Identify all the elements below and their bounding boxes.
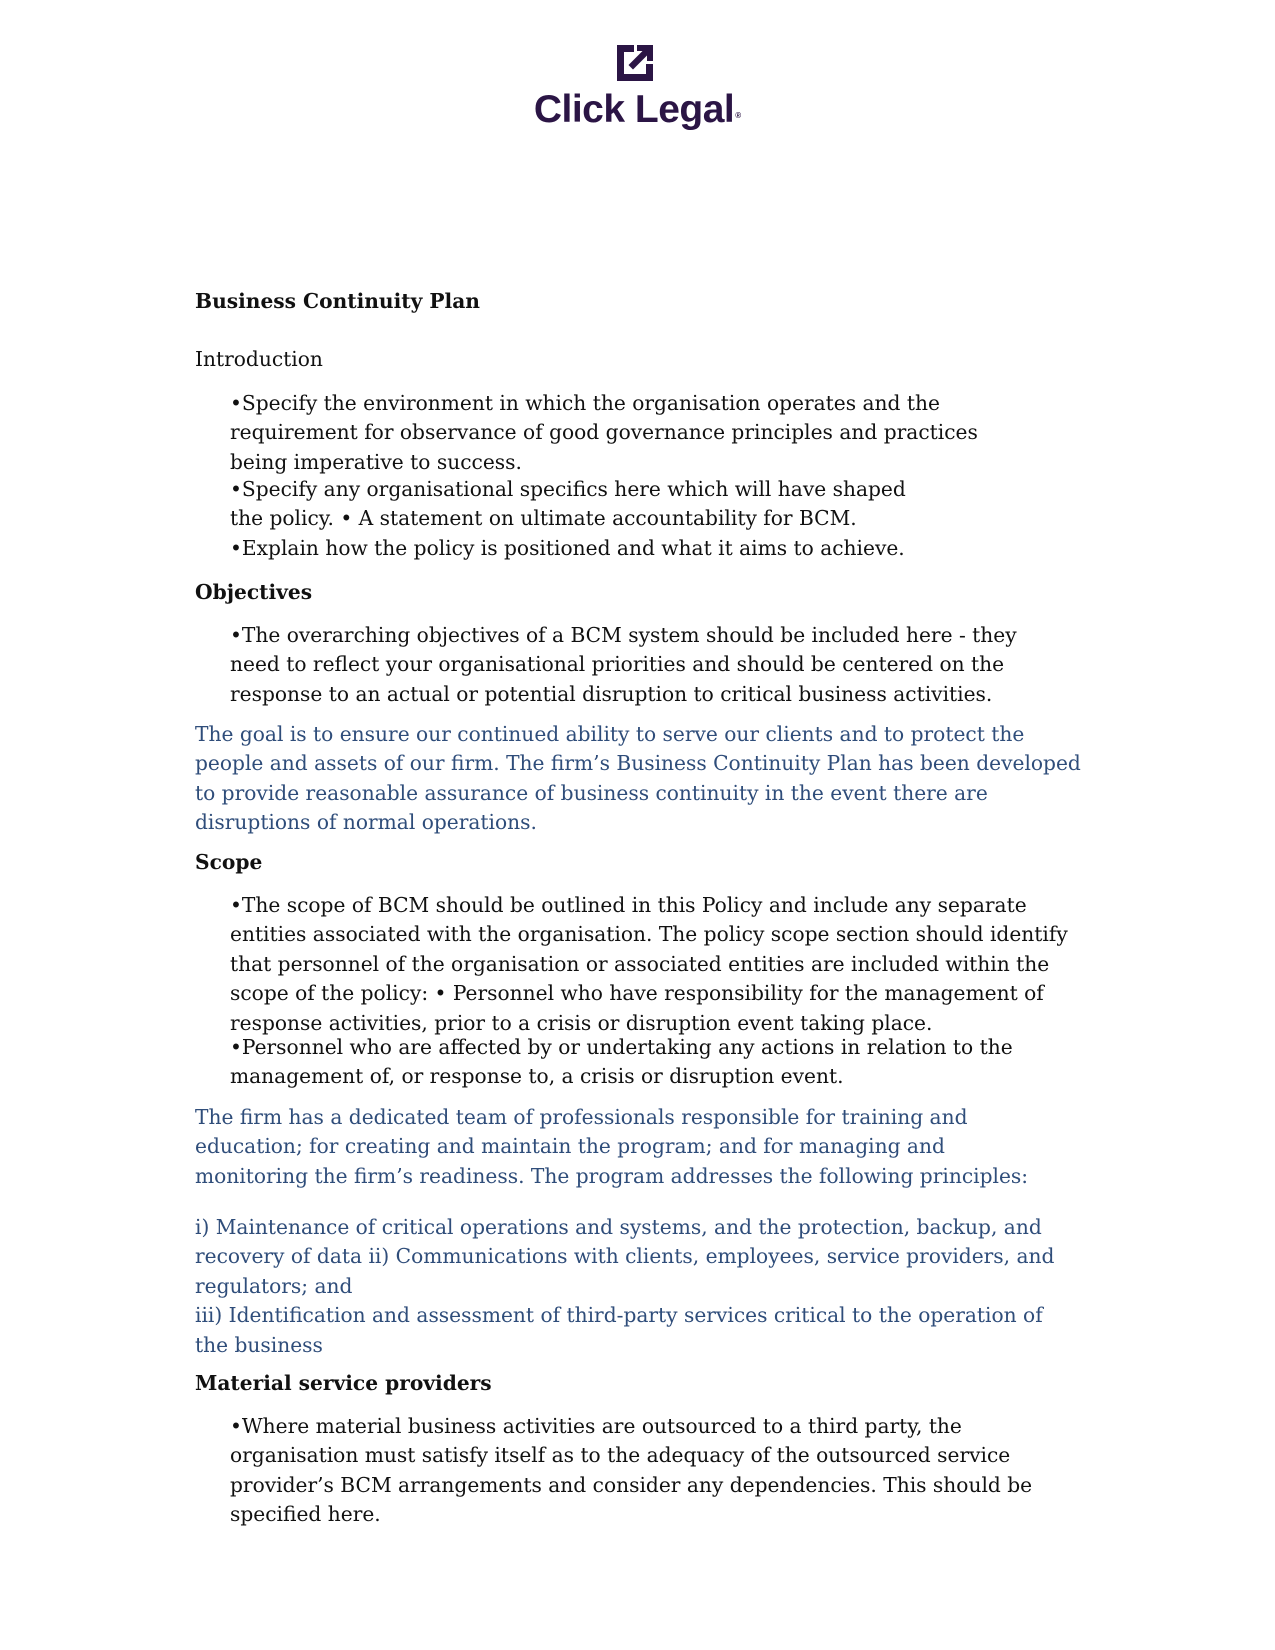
scope-bullet-2	[230, 1033, 1095, 1092]
text-line: •Personnel who are affected by or undertaking any actions in relation to the	[230, 1035, 1013, 1059]
text-line: organisation must satisfy itself as to the adequacy of the outsourced service	[230, 1443, 1011, 1468]
text-line: requirement for observance of good governance principles and practices	[230, 420, 978, 445]
text-line: that personnel of the organisation or associated entities are included within the	[230, 951, 1050, 976]
introduction-bullet-1	[230, 389, 1095, 477]
text-line: disruptions of normal operations.	[195, 810, 537, 835]
introduction-bullet-2	[230, 475, 1095, 534]
introduction-bullet-3	[230, 534, 1095, 563]
text-line: response to an actual or potential disruption to critical business activities.	[230, 681, 993, 706]
material-service-providers-bullet	[230, 1412, 1095, 1530]
objectives-heading: Objectives	[195, 580, 313, 604]
scope-bullet-1	[230, 891, 1095, 1038]
text-line: •The scope of BCM should be outlined in this Policy and include any separate	[230, 893, 1027, 917]
text-line: the business	[195, 1332, 323, 1357]
logo-wordmark	[0, 88, 1275, 132]
text-line: iii) Identification and assessment of third-party services critical to the operation of	[195, 1303, 1043, 1328]
text-line: i) Maintenance of critical operations and systems, and the protection, backup, and	[195, 1215, 1042, 1239]
text-line: recovery of data ii) Communications with clients, employees, service providers, and	[195, 1244, 1055, 1269]
scope-heading: Scope	[195, 850, 263, 874]
text-line: •Specify the environment in which the organisation operates and the	[230, 391, 940, 415]
objectives-example-text	[195, 720, 1095, 838]
scope-principles-list	[195, 1213, 1095, 1360]
text-line: education; for creating and maintain the program; and for managing and	[195, 1134, 945, 1159]
scope-example-text	[195, 1103, 1095, 1191]
text-line: response activities, prior to a crisis or disruption event taking place.	[230, 1010, 933, 1035]
text-line: •Explain how the policy is positioned and what it aims to achieve.	[230, 536, 905, 560]
introduction-heading: Introduction	[195, 347, 323, 371]
text-line: •The overarching objectives of a BCM system should be included here - they	[230, 623, 1017, 647]
text-line: The goal is to ensure our continued ability to serve our clients and to protect the	[195, 722, 1025, 746]
text-line: people and assets of our firm. The firm’s Business Continuity Plan has been developed	[195, 751, 1081, 776]
text-line: monitoring the firm’s readiness. The program addresses the following principles:	[195, 1163, 1029, 1188]
text-line: the policy. • A statement on ultimate accountability for BCM.	[230, 506, 857, 531]
text-line: to provide reasonable assurance of business continuity in the event there are	[195, 780, 988, 805]
company-logo	[0, 36, 1275, 136]
text-line: scope of the policy: • Personnel who have responsibility for the management of	[230, 981, 1044, 1006]
text-line: need to reflect your organisational priorities and should be centered on the	[230, 652, 1005, 677]
document-title: Business Continuity Plan	[195, 289, 480, 313]
text-line: specified here.	[230, 1502, 381, 1527]
registered-mark: ®	[735, 111, 742, 120]
material-service-providers-heading: Material service providers	[195, 1371, 492, 1395]
arrow-up-right-in-box-icon	[614, 42, 656, 84]
logo-name: Click Legal	[533, 88, 735, 131]
text-line: being imperative to success.	[230, 449, 522, 474]
text-line: regulators; and	[195, 1273, 353, 1298]
text-line: •Specify any organisational specifics here which will have shaped	[230, 477, 906, 501]
text-line: provider’s BCM arrangements and consider any dependencies. This should be	[230, 1472, 1033, 1497]
objectives-bullet	[230, 621, 1095, 709]
text-line: •Where material business activities are outsourced to a third party, the	[230, 1414, 962, 1438]
text-line: entities associated with the organisation. The policy scope section should identify	[230, 922, 1068, 947]
text-line: management of, or response to, a crisis or disruption event.	[230, 1064, 844, 1089]
text-line: The firm has a dedicated team of professionals responsible for training and	[195, 1105, 968, 1129]
